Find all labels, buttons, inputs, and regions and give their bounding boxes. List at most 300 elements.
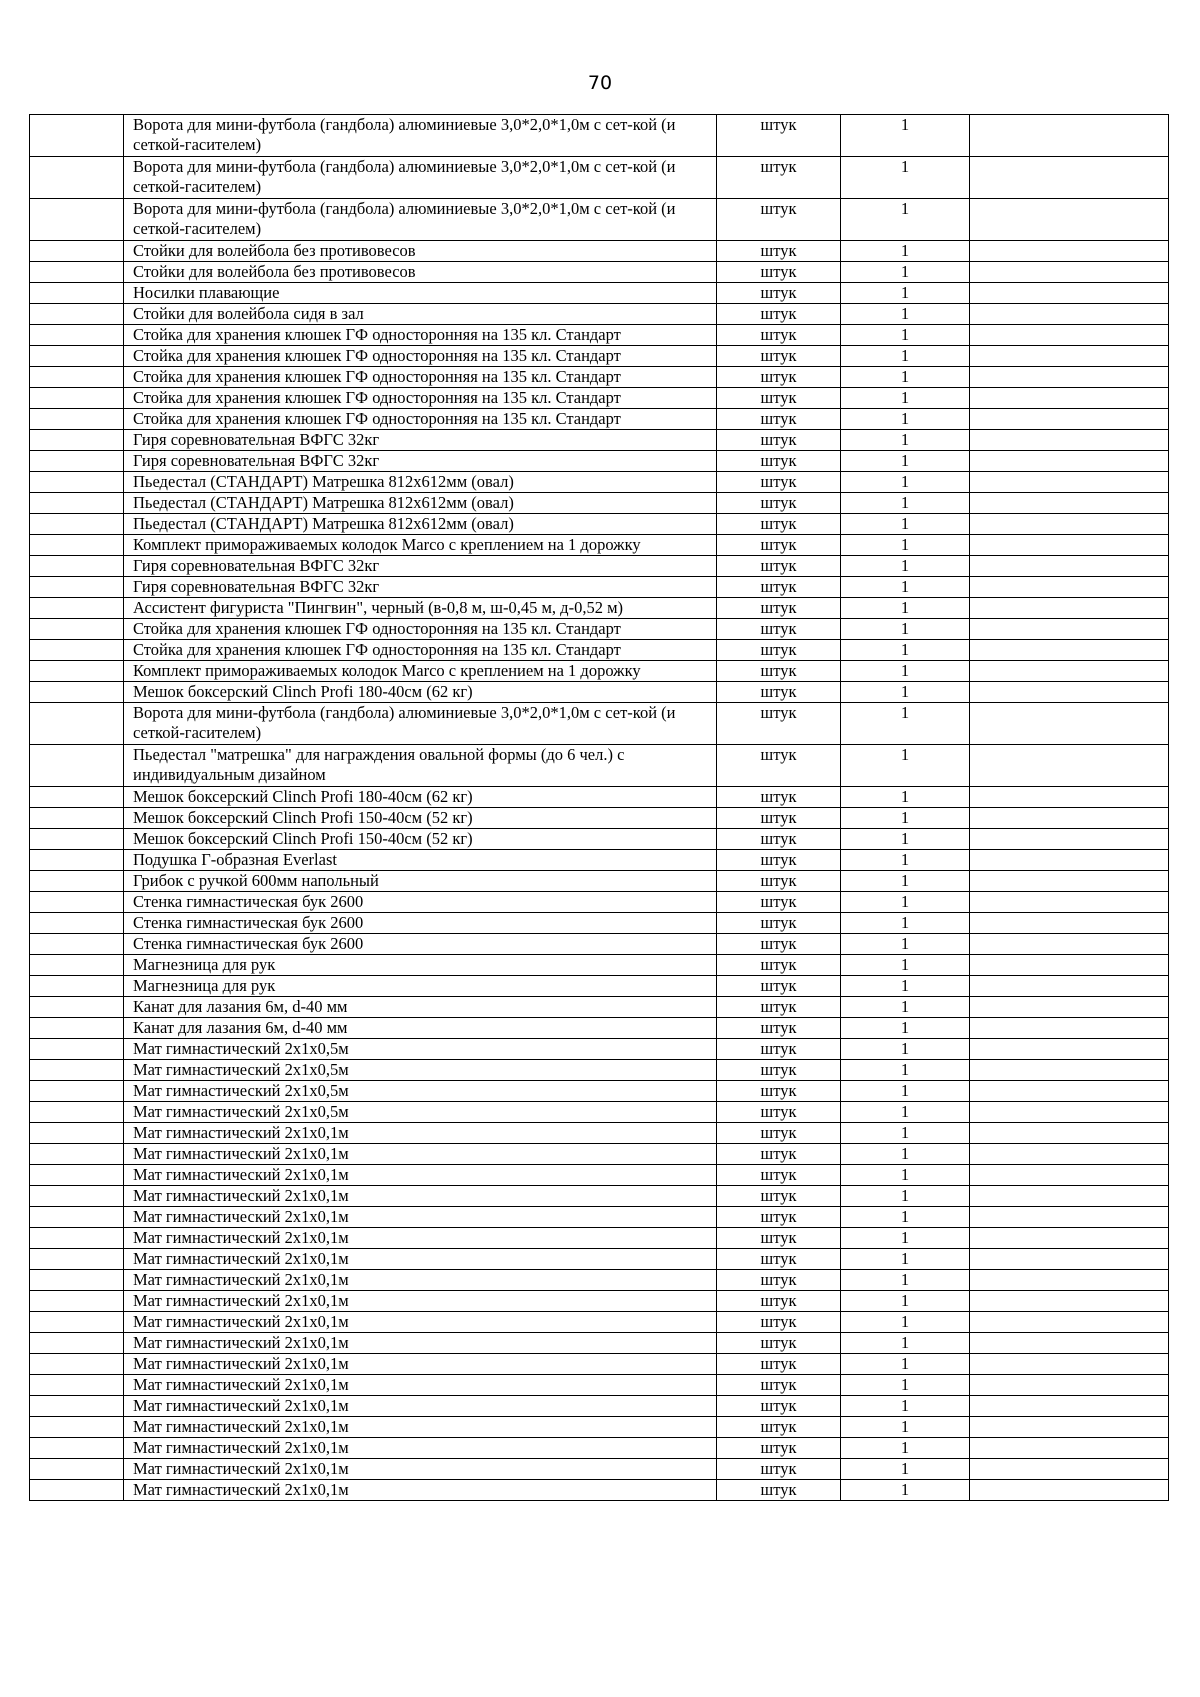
note-cell [970, 472, 1169, 493]
row-index-cell [30, 997, 124, 1018]
row-index-cell [30, 262, 124, 283]
table-row [30, 913, 1169, 934]
unit-cell: штук [717, 304, 841, 325]
row-index-cell [30, 871, 124, 892]
table-row [30, 1207, 1169, 1228]
unit-cell: штук [717, 1417, 841, 1438]
row-index-cell [30, 1018, 124, 1039]
unit-cell: штук [717, 703, 841, 745]
unit-cell: штук [717, 1060, 841, 1081]
table-row [30, 1438, 1169, 1459]
unit-cell: штук [717, 955, 841, 976]
quantity-cell: 1 [841, 1207, 970, 1228]
note-cell [970, 682, 1169, 703]
table-row [30, 1039, 1169, 1060]
unit-cell: штук [717, 472, 841, 493]
note-cell [970, 1039, 1169, 1060]
quantity-cell: 1 [841, 409, 970, 430]
row-index-cell [30, 1333, 124, 1354]
note-cell [970, 199, 1169, 241]
item-name-cell: Канат для лазания 6м, d-40 мм [124, 1018, 717, 1039]
item-name-cell: Стойка для хранения клюшек ГФ односторонняя на 135 кл. Стандарт [124, 367, 717, 388]
inventory-table [29, 114, 1169, 1501]
unit-cell: штук [717, 1459, 841, 1480]
row-index-cell [30, 787, 124, 808]
item-name-cell: Гиря соревновательная ВФГС 32кг [124, 577, 717, 598]
table-row [30, 871, 1169, 892]
item-name-cell: Стойка для хранения клюшек ГФ односторонняя на 135 кл. Стандарт [124, 409, 717, 430]
quantity-cell: 1 [841, 451, 970, 472]
note-cell [970, 577, 1169, 598]
quantity-cell: 1 [841, 1144, 970, 1165]
quantity-cell: 1 [841, 514, 970, 535]
note-cell [970, 1060, 1169, 1081]
note-cell [970, 409, 1169, 430]
item-name-cell: Мат гимнастический 2х1х0,1м [124, 1123, 717, 1144]
note-cell [970, 367, 1169, 388]
table-row [30, 409, 1169, 430]
note-cell [970, 241, 1169, 262]
table-row [30, 472, 1169, 493]
quantity-cell: 1 [841, 1291, 970, 1312]
quantity-cell: 1 [841, 1459, 970, 1480]
table-row [30, 1081, 1169, 1102]
unit-cell: штук [717, 367, 841, 388]
unit-cell: штук [717, 1480, 841, 1501]
note-cell [970, 1354, 1169, 1375]
item-name-cell: Мат гимнастический 2х1х0,1м [124, 1144, 717, 1165]
note-cell [970, 1312, 1169, 1333]
row-index-cell [30, 241, 124, 262]
item-name-cell: Пьедестал "матрешка" для награждения овальной формы (до 6 чел.) с индивидуальным дизайном [124, 745, 717, 787]
note-cell [970, 850, 1169, 871]
quantity-cell: 1 [841, 1123, 970, 1144]
row-index-cell [30, 1438, 124, 1459]
table-row [30, 304, 1169, 325]
unit-cell: штук [717, 283, 841, 304]
note-cell [970, 556, 1169, 577]
table-row [30, 892, 1169, 913]
table-row [30, 1333, 1169, 1354]
unit-cell: штук [717, 199, 841, 241]
unit-cell: штук [717, 157, 841, 199]
table-row [30, 1228, 1169, 1249]
table-row [30, 157, 1169, 199]
unit-cell: штук [717, 1396, 841, 1417]
item-name-cell: Мат гимнастический 2х1х0,1м [124, 1417, 717, 1438]
table-row [30, 745, 1169, 787]
note-cell [970, 1186, 1169, 1207]
table-row [30, 493, 1169, 514]
quantity-cell: 1 [841, 577, 970, 598]
note-cell [970, 1417, 1169, 1438]
item-name-cell: Мешок боксерский Clinch Profi 180-40см (62 кг) [124, 682, 717, 703]
table-row [30, 283, 1169, 304]
unit-cell: штук [717, 577, 841, 598]
unit-cell: штук [717, 430, 841, 451]
item-name-cell: Стенка гимнастическая бук 2600 [124, 934, 717, 955]
item-name-cell: Гиря соревновательная ВФГС 32кг [124, 556, 717, 577]
row-index-cell [30, 1228, 124, 1249]
unit-cell: штук [717, 556, 841, 577]
quantity-cell: 1 [841, 283, 970, 304]
quantity-cell: 1 [841, 997, 970, 1018]
table-row [30, 535, 1169, 556]
item-name-cell: Стойка для хранения клюшек ГФ односторонняя на 135 кл. Стандарт [124, 619, 717, 640]
item-name-cell: Стойки для волейбола сидя в зал [124, 304, 717, 325]
row-index-cell [30, 304, 124, 325]
quantity-cell: 1 [841, 976, 970, 997]
unit-cell: штук [717, 745, 841, 787]
item-name-cell: Комплект примораживаемых колодок Marco с креплением на 1 дорожку [124, 661, 717, 682]
unit-cell: штук [717, 1438, 841, 1459]
row-index-cell [30, 283, 124, 304]
table-row [30, 1144, 1169, 1165]
note-cell [970, 304, 1169, 325]
row-index-cell [30, 1312, 124, 1333]
table-row [30, 430, 1169, 451]
note-cell [970, 955, 1169, 976]
note-cell [970, 535, 1169, 556]
unit-cell: штук [717, 934, 841, 955]
note-cell [970, 934, 1169, 955]
unit-cell: штук [717, 1144, 841, 1165]
row-index-cell [30, 346, 124, 367]
quantity-cell: 1 [841, 745, 970, 787]
row-index-cell [30, 850, 124, 871]
table-row [30, 346, 1169, 367]
quantity-cell: 1 [841, 388, 970, 409]
note-cell [970, 493, 1169, 514]
item-name-cell: Мат гимнастический 2х1х0,1м [124, 1333, 717, 1354]
unit-cell: штук [717, 850, 841, 871]
unit-cell: штук [717, 1186, 841, 1207]
unit-cell: штук [717, 514, 841, 535]
note-cell [970, 346, 1169, 367]
quantity-cell: 1 [841, 325, 970, 346]
quantity-cell: 1 [841, 493, 970, 514]
unit-cell: штук [717, 1354, 841, 1375]
item-name-cell: Мат гимнастический 2х1х0,1м [124, 1459, 717, 1480]
quantity-cell: 1 [841, 955, 970, 976]
note-cell [970, 640, 1169, 661]
table-row [30, 1417, 1169, 1438]
item-name-cell: Пьедестал (СТАНДАРТ) Матрешка 812х612мм (овал) [124, 514, 717, 535]
quantity-cell: 1 [841, 619, 970, 640]
item-name-cell: Мат гимнастический 2х1х0,1м [124, 1312, 717, 1333]
row-index-cell [30, 682, 124, 703]
item-name-cell: Мат гимнастический 2х1х0,1м [124, 1228, 717, 1249]
table-row [30, 619, 1169, 640]
unit-cell: штук [717, 1081, 841, 1102]
unit-cell: штук [717, 1228, 841, 1249]
quantity-cell: 1 [841, 1060, 970, 1081]
row-index-cell [30, 577, 124, 598]
item-name-cell: Стойка для хранения клюшек ГФ односторонняя на 135 кл. Стандарт [124, 640, 717, 661]
item-name-cell: Стойка для хранения клюшек ГФ односторонняя на 135 кл. Стандарт [124, 346, 717, 367]
row-index-cell [30, 493, 124, 514]
row-index-cell [30, 1060, 124, 1081]
quantity-cell: 1 [841, 640, 970, 661]
row-index-cell [30, 409, 124, 430]
quantity-cell: 1 [841, 871, 970, 892]
item-name-cell: Стойка для хранения клюшек ГФ односторонняя на 135 кл. Стандарт [124, 388, 717, 409]
item-name-cell: Мешок боксерский Clinch Profi 150-40см (52 кг) [124, 808, 717, 829]
table-row [30, 1060, 1169, 1081]
quantity-cell: 1 [841, 430, 970, 451]
table-row [30, 262, 1169, 283]
item-name-cell: Стойки для волейбола без противовесов [124, 241, 717, 262]
note-cell [970, 1228, 1169, 1249]
note-cell [970, 115, 1169, 157]
quantity-cell: 1 [841, 262, 970, 283]
table-row [30, 1480, 1169, 1501]
quantity-cell: 1 [841, 1354, 970, 1375]
note-cell [970, 703, 1169, 745]
row-index-cell [30, 1396, 124, 1417]
row-index-cell [30, 1165, 124, 1186]
row-index-cell [30, 1123, 124, 1144]
quantity-cell: 1 [841, 1333, 970, 1354]
row-index-cell [30, 367, 124, 388]
note-cell [970, 787, 1169, 808]
table-row [30, 556, 1169, 577]
item-name-cell: Пьедестал (СТАНДАРТ) Матрешка 812х612мм (овал) [124, 472, 717, 493]
row-index-cell [30, 556, 124, 577]
row-index-cell [30, 1270, 124, 1291]
row-index-cell [30, 598, 124, 619]
item-name-cell: Мат гимнастический 2х1х0,5м [124, 1039, 717, 1060]
unit-cell: штук [717, 1165, 841, 1186]
note-cell [970, 325, 1169, 346]
row-index-cell [30, 1186, 124, 1207]
item-name-cell: Магнезница для рук [124, 955, 717, 976]
unit-cell: штук [717, 1039, 841, 1060]
row-index-cell [30, 1207, 124, 1228]
unit-cell: штук [717, 262, 841, 283]
item-name-cell: Пьедестал (СТАНДАРТ) Матрешка 812х612мм (овал) [124, 493, 717, 514]
row-index-cell [30, 115, 124, 157]
note-cell [970, 1144, 1169, 1165]
quantity-cell: 1 [841, 472, 970, 493]
row-index-cell [30, 1480, 124, 1501]
row-index-cell [30, 934, 124, 955]
row-index-cell [30, 1144, 124, 1165]
table-row [30, 598, 1169, 619]
unit-cell: штук [717, 1249, 841, 1270]
unit-cell: штук [717, 808, 841, 829]
table-row [30, 955, 1169, 976]
item-name-cell: Мат гимнастический 2х1х0,1м [124, 1354, 717, 1375]
quantity-cell: 1 [841, 1417, 970, 1438]
quantity-cell: 1 [841, 556, 970, 577]
row-index-cell [30, 1459, 124, 1480]
row-index-cell [30, 1081, 124, 1102]
item-name-cell: Мешок боксерский Clinch Profi 180-40см (62 кг) [124, 787, 717, 808]
quantity-cell: 1 [841, 703, 970, 745]
note-cell [970, 388, 1169, 409]
table-row [30, 1354, 1169, 1375]
unit-cell: штук [717, 1291, 841, 1312]
item-name-cell: Ворота для мини-футбола (гандбола) алюминиевые 3,0*2,0*1,0м с сет-кой (и сеткой-гасителем) [124, 157, 717, 199]
note-cell [970, 1165, 1169, 1186]
table-row [30, 703, 1169, 745]
note-cell [970, 1207, 1169, 1228]
note-cell [970, 451, 1169, 472]
table-row [30, 1249, 1169, 1270]
quantity-cell: 1 [841, 304, 970, 325]
note-cell [970, 1018, 1169, 1039]
item-name-cell: Стенка гимнастическая бук 2600 [124, 913, 717, 934]
table-row [30, 997, 1169, 1018]
quantity-cell: 1 [841, 829, 970, 850]
quantity-cell: 1 [841, 598, 970, 619]
unit-cell: штук [717, 829, 841, 850]
unit-cell: штук [717, 1018, 841, 1039]
unit-cell: штук [717, 913, 841, 934]
table-row [30, 850, 1169, 871]
row-index-cell [30, 199, 124, 241]
note-cell [970, 619, 1169, 640]
table-row [30, 514, 1169, 535]
unit-cell: штук [717, 1312, 841, 1333]
row-index-cell [30, 1249, 124, 1270]
table-row [30, 1018, 1169, 1039]
note-cell [970, 1291, 1169, 1312]
quantity-cell: 1 [841, 1375, 970, 1396]
quantity-cell: 1 [841, 1165, 970, 1186]
table-row [30, 976, 1169, 997]
note-cell [970, 1459, 1169, 1480]
note-cell [970, 1270, 1169, 1291]
quantity-cell: 1 [841, 535, 970, 556]
row-index-cell [30, 325, 124, 346]
item-name-cell: Магнезница для рук [124, 976, 717, 997]
row-index-cell [30, 1417, 124, 1438]
unit-cell: штук [717, 535, 841, 556]
row-index-cell [30, 451, 124, 472]
item-name-cell: Мат гимнастический 2х1х0,1м [124, 1165, 717, 1186]
note-cell [970, 514, 1169, 535]
note-cell [970, 661, 1169, 682]
row-index-cell [30, 829, 124, 850]
quantity-cell: 1 [841, 1438, 970, 1459]
item-name-cell: Грибок с ручкой 600мм напольный [124, 871, 717, 892]
table-row [30, 388, 1169, 409]
table-row [30, 241, 1169, 262]
row-index-cell [30, 1375, 124, 1396]
item-name-cell: Гиря соревновательная ВФГС 32кг [124, 451, 717, 472]
quantity-cell: 1 [841, 1186, 970, 1207]
note-cell [970, 283, 1169, 304]
note-cell [970, 1249, 1169, 1270]
quantity-cell: 1 [841, 367, 970, 388]
quantity-cell: 1 [841, 1102, 970, 1123]
quantity-cell: 1 [841, 1480, 970, 1501]
quantity-cell: 1 [841, 892, 970, 913]
row-index-cell [30, 430, 124, 451]
table-row [30, 325, 1169, 346]
unit-cell: штук [717, 115, 841, 157]
note-cell [970, 829, 1169, 850]
row-index-cell [30, 1291, 124, 1312]
item-name-cell: Ворота для мини-футбола (гандбола) алюминиевые 3,0*2,0*1,0м с сет-кой (и сеткой-гасителем) [124, 115, 717, 157]
unit-cell: штук [717, 976, 841, 997]
table-row [30, 682, 1169, 703]
item-name-cell: Мат гимнастический 2х1х0,1м [124, 1375, 717, 1396]
note-cell [970, 913, 1169, 934]
item-name-cell: Ассистент фигуриста "Пингвин", черный (в-0,8 м, ш-0,45 м, д-0,52 м) [124, 598, 717, 619]
item-name-cell: Мат гимнастический 2х1х0,1м [124, 1480, 717, 1501]
item-name-cell: Ворота для мини-футбола (гандбола) алюминиевые 3,0*2,0*1,0м с сет-кой (и сеткой-гасителем) [124, 199, 717, 241]
note-cell [970, 1081, 1169, 1102]
item-name-cell: Носилки плавающие [124, 283, 717, 304]
note-cell [970, 598, 1169, 619]
unit-cell: штук [717, 640, 841, 661]
quantity-cell: 1 [841, 1081, 970, 1102]
row-index-cell [30, 913, 124, 934]
unit-cell: штук [717, 409, 841, 430]
table-row [30, 808, 1169, 829]
note-cell [970, 1123, 1169, 1144]
note-cell [970, 976, 1169, 997]
table-row [30, 577, 1169, 598]
table-row [30, 1291, 1169, 1312]
note-cell [970, 745, 1169, 787]
item-name-cell: Мат гимнастический 2х1х0,1м [124, 1270, 717, 1291]
table-row [30, 1102, 1169, 1123]
unit-cell: штук [717, 619, 841, 640]
note-cell [970, 808, 1169, 829]
item-name-cell: Мат гимнастический 2х1х0,1м [124, 1438, 717, 1459]
unit-cell: штук [717, 997, 841, 1018]
row-index-cell [30, 640, 124, 661]
inventory-table-body [30, 115, 1169, 1501]
row-index-cell [30, 157, 124, 199]
item-name-cell: Мат гимнастический 2х1х0,5м [124, 1102, 717, 1123]
table-row [30, 1396, 1169, 1417]
unit-cell: штук [717, 1123, 841, 1144]
unit-cell: штук [717, 325, 841, 346]
table-row [30, 1270, 1169, 1291]
quantity-cell: 1 [841, 1039, 970, 1060]
quantity-cell: 1 [841, 682, 970, 703]
row-index-cell [30, 535, 124, 556]
table-row [30, 787, 1169, 808]
note-cell [970, 871, 1169, 892]
quantity-cell: 1 [841, 1270, 970, 1291]
page-number: 70 [587, 72, 613, 94]
note-cell [970, 997, 1169, 1018]
table-row [30, 1123, 1169, 1144]
row-index-cell [30, 955, 124, 976]
note-cell [970, 892, 1169, 913]
note-cell [970, 1102, 1169, 1123]
item-name-cell: Мат гимнастический 2х1х0,1м [124, 1249, 717, 1270]
note-cell [970, 430, 1169, 451]
unit-cell: штук [717, 493, 841, 514]
unit-cell: штук [717, 1333, 841, 1354]
table-row [30, 367, 1169, 388]
quantity-cell: 1 [841, 808, 970, 829]
unit-cell: штук [717, 892, 841, 913]
note-cell [970, 1480, 1169, 1501]
row-index-cell [30, 661, 124, 682]
item-name-cell: Стойка для хранения клюшек ГФ односторонняя на 135 кл. Стандарт [124, 325, 717, 346]
unit-cell: штук [717, 241, 841, 262]
row-index-cell [30, 1039, 124, 1060]
row-index-cell [30, 388, 124, 409]
